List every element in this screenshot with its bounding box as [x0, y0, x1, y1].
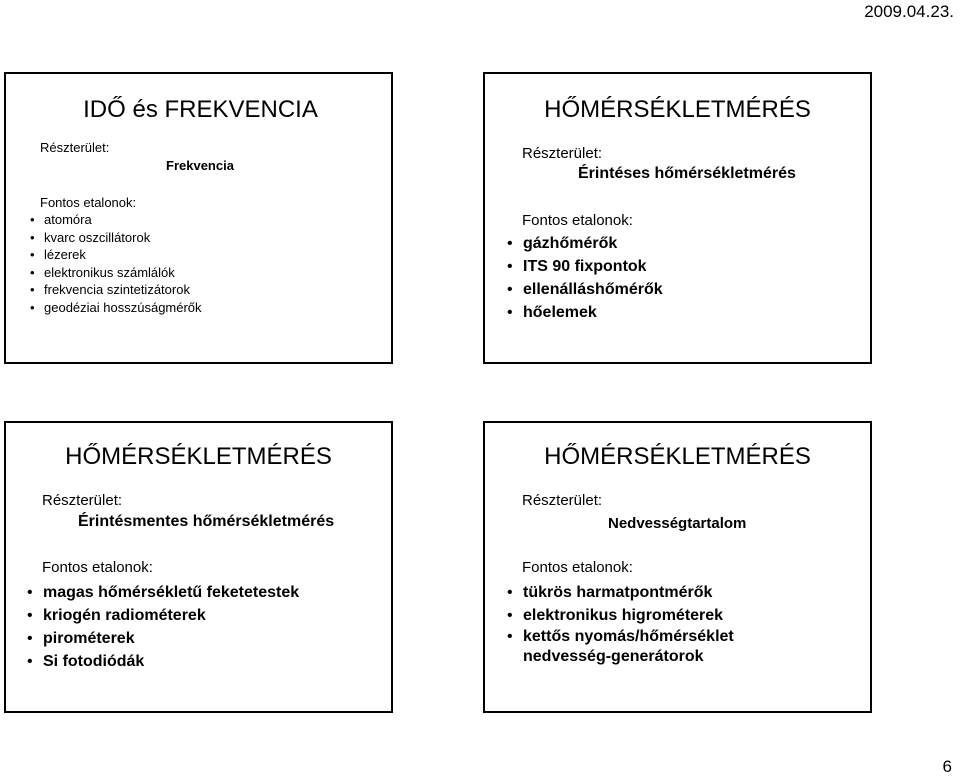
standards-list — [25, 581, 299, 673]
page-date: 2009.04.23. — [864, 2, 954, 21]
standards-label: Fontos etalonok: — [40, 195, 137, 210]
slide-contact-temperature — [483, 72, 872, 364]
list-item: • hőelemek — [505, 301, 663, 324]
standards-list — [28, 211, 202, 316]
list-item: • pirométerek — [25, 627, 299, 650]
subject-value: Érintésmentes hőmérsékletmérés — [78, 513, 335, 530]
list-item: • kvarc oszcillátorok — [28, 229, 202, 247]
list-item: • ITS 90 fixpontok — [505, 255, 663, 278]
slide-noncontact-temperature — [4, 421, 393, 713]
list-item: • elektronikus higrométerek — [505, 604, 815, 627]
slide-title: IDŐ és FREKVENCIA — [83, 96, 318, 123]
slide-title: HŐMÉRSÉKLETMÉRÉS — [544, 96, 811, 123]
standards-label: Fontos etalonok: — [522, 212, 633, 229]
list-item: • kriogén radiométerek — [25, 604, 299, 627]
slide-time-frequency — [4, 72, 393, 364]
subject-label: Részterület: — [42, 492, 123, 509]
subject-label: Részterület: — [522, 492, 603, 509]
slide-title: HŐMÉRSÉKLETMÉRÉS — [544, 443, 811, 470]
page-number: 6 — [942, 757, 952, 776]
slide-humidity — [483, 421, 872, 713]
standards-label: Fontos etalonok: — [42, 559, 153, 576]
subject-label: Részterület: — [40, 140, 110, 155]
list-item: • magas hőmérsékletű feketetestek — [25, 581, 299, 604]
subject-value: Frekvencia — [166, 158, 234, 173]
standards-list — [505, 581, 815, 667]
list-item: • geodéziai hosszúságmérők — [28, 299, 202, 317]
list-item: • ellenálláshőmérők — [505, 278, 663, 301]
subject-label: Részterület: — [522, 145, 603, 162]
list-item: • frekvencia szintetizátorok — [28, 281, 202, 299]
list-item: • atomóra — [28, 211, 202, 229]
list-item: • gázhőmérők — [505, 232, 663, 255]
list-item: • Si fotodiódák — [25, 650, 299, 673]
standards-list — [505, 232, 663, 324]
standards-label: Fontos etalonok: — [522, 559, 633, 576]
list-item: • kettős nyomás/hőmérséklet nedvesség-generátorok — [505, 627, 815, 667]
slide-title: HŐMÉRSÉKLETMÉRÉS — [65, 443, 332, 470]
list-item: • elektronikus számlálók — [28, 264, 202, 282]
list-item: • lézerek — [28, 246, 202, 264]
subject-value: Nedvességtartalom — [608, 515, 747, 532]
subject-value: Érintéses hőmérsékletmérés — [578, 165, 796, 182]
list-item: • tükrös harmatpontmérők — [505, 581, 815, 604]
